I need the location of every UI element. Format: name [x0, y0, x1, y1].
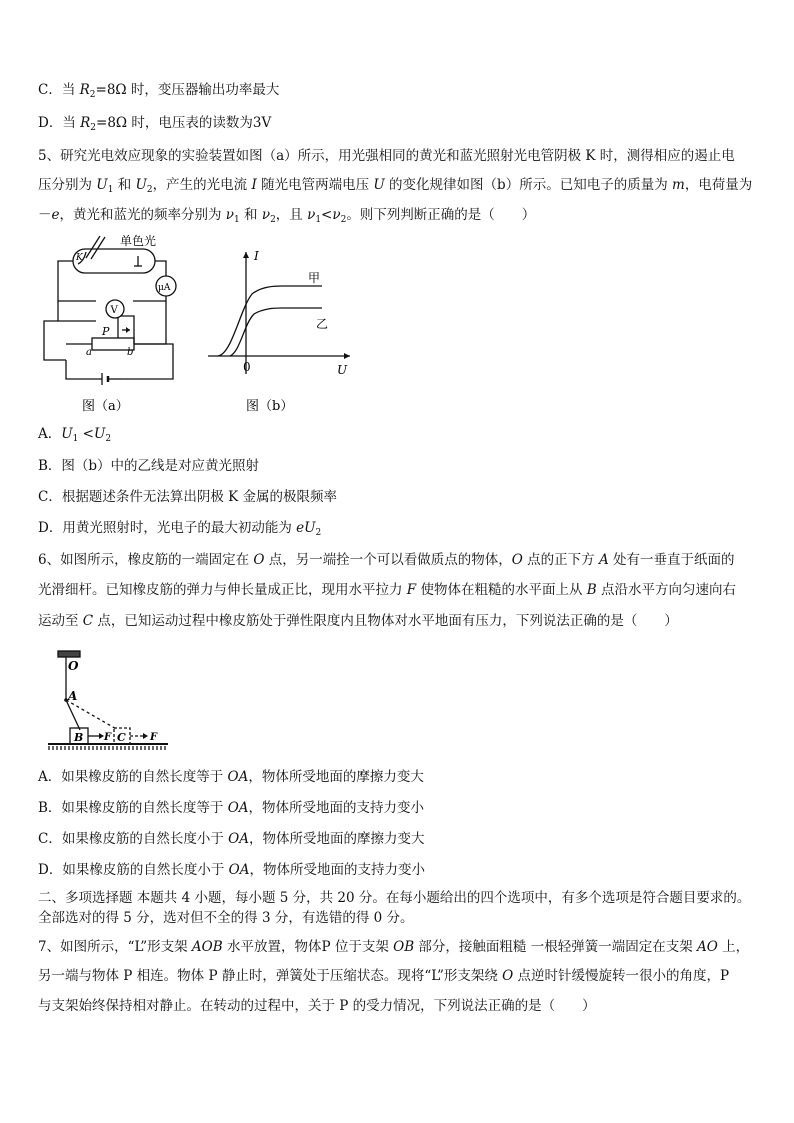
- curve-jia: [218, 286, 322, 356]
- label-o: O: [68, 659, 79, 673]
- label-f2: F: [150, 732, 158, 743]
- q6-stem-line1: 6、如图所示，橡皮筋的一端固定在 O 点，另一端拴一个可以看做质点的物体，O 点的正下方 A 处有一垂直于纸面的: [38, 552, 735, 568]
- q7-stem-line3: 与支架始终保持相对静止。在转动的过程中，关于 P 的受力情况，下列说法正确的是（ ）: [38, 998, 596, 1014]
- section2-heading-line2: 全部选对的得 5 分，选对但不全的得 3 分，有选错的得 0 分。: [38, 910, 414, 926]
- label-p: P: [102, 325, 110, 338]
- q5-option-d: D．用黄光照射时，光电子的最大初动能为 $eU_2$: [38, 520, 322, 538]
- label-origin: 0: [243, 360, 251, 374]
- ceiling-support: [58, 651, 80, 657]
- circuit-diagram: [38, 234, 188, 416]
- label-i: I: [254, 249, 259, 263]
- label-yi: 乙: [316, 317, 329, 331]
- q7-stem-line2: 另一端与物体 P 相连。物体 P 静止时，弹簧处于压缩状态。现将“L”形支架绕 O 点逆时针缓慢旋转一很小的角度，P: [38, 968, 730, 984]
- q5-figure-a: [38, 234, 188, 416]
- q5-stem-line3: －e，黄光和蓝光的频率分别为 $\nu_1$ 和 $\nu_2$，且 $\nu_1<\nu_2$。则下列判断正确的是（ ）: [38, 207, 536, 225]
- q6-stem-line3: 运动至 C 点，已知运动过程中橡皮筋处于弹性限度内且物体对水平地面有压力，下列说法正确的是（ ）: [38, 613, 678, 629]
- q6-option-b: B．如果橡皮筋的自然长度等于 OA，物体所受地面的支持力变小: [38, 800, 425, 816]
- label-jia: 甲: [308, 271, 321, 285]
- label-a: A: [68, 689, 78, 703]
- q4-option-d: D．当 $R_2=8\Omega$ 时，电压表的读数为3V: [38, 115, 272, 133]
- label-voltmeter: V: [110, 305, 118, 316]
- q5-option-b: B．图（b）中的乙线是对应黄光照射: [38, 458, 260, 474]
- q6-stem-line2: 光滑细杆。已知橡皮筋的弹力与伸长量成正比，现用水平拉力 F 使物体在粗糙的水平面上从 B 点沿水平方向匀速向右: [38, 582, 736, 598]
- label-c: C: [117, 731, 126, 744]
- curve-yi: [230, 308, 322, 356]
- rubber-band-diagram: [38, 648, 178, 752]
- section2-heading-line1: 二、多项选择题 本题共 4 小题，每小题 5 分，共 20 分。在每小题给出的四个选项中，有多个选项是符合题目要求的。: [38, 890, 751, 906]
- label-f1: F: [104, 732, 112, 743]
- rubber-band-to-c: [66, 700, 118, 730]
- figure-a-caption: 图（a）: [82, 399, 129, 414]
- label-b: B: [74, 731, 84, 744]
- q7-stem-line1: 7、如图所示，“L”形支架 AOB 水平放置，物体P 位于支架 OB 部分，接触面粗糙 一根轻弹簧一端固定在支架 AO 上，: [38, 939, 750, 955]
- label-cathode-k: K: [76, 253, 83, 263]
- q6-figure: [38, 648, 178, 752]
- label-a: a: [86, 347, 92, 358]
- label-microammeter: μA: [158, 283, 171, 293]
- q6-option-d: D．如果橡皮筋的自然长度小于 OA，物体所受地面的支持力变小: [38, 862, 425, 878]
- q6-option-a: A．如果橡皮筋的自然长度等于 OA，物体所受地面的摩擦力变大: [38, 769, 424, 785]
- q5-option-c: C．根据题述条件无法算出阴极 K 金属的极限频率: [38, 489, 337, 505]
- q4-option-c: C．当 $R_2=8\Omega$ 时，变压器输出功率最大: [38, 82, 280, 100]
- iu-graph: [200, 234, 360, 416]
- q5-figure-b: [200, 234, 360, 416]
- label-u: U: [337, 363, 348, 377]
- q6-option-c: C．如果橡皮筋的自然长度小于 OA，物体所受地面的摩擦力变大: [38, 831, 425, 847]
- figure-b-caption: 图（b）: [246, 399, 294, 414]
- label-b: b: [127, 347, 134, 358]
- label-monochromatic-light: 单色光: [120, 234, 157, 248]
- q5-option-a: A．$U_1 <U_2$: [38, 426, 112, 444]
- q5-stem-line2: 压分别为 $U_1$ 和 $U_2$，产生的光电流 I 随光电管两端电压 U 的变化规律如图（b）所示。已知电子的质量为 m，电荷量为: [38, 177, 753, 195]
- q5-stem-line1: 5、研究光电效应现象的实验装置如图（a）所示，用光强相同的黄光和蓝光照射光电管阴极 K 时，测得相应的遏止电: [38, 148, 735, 164]
